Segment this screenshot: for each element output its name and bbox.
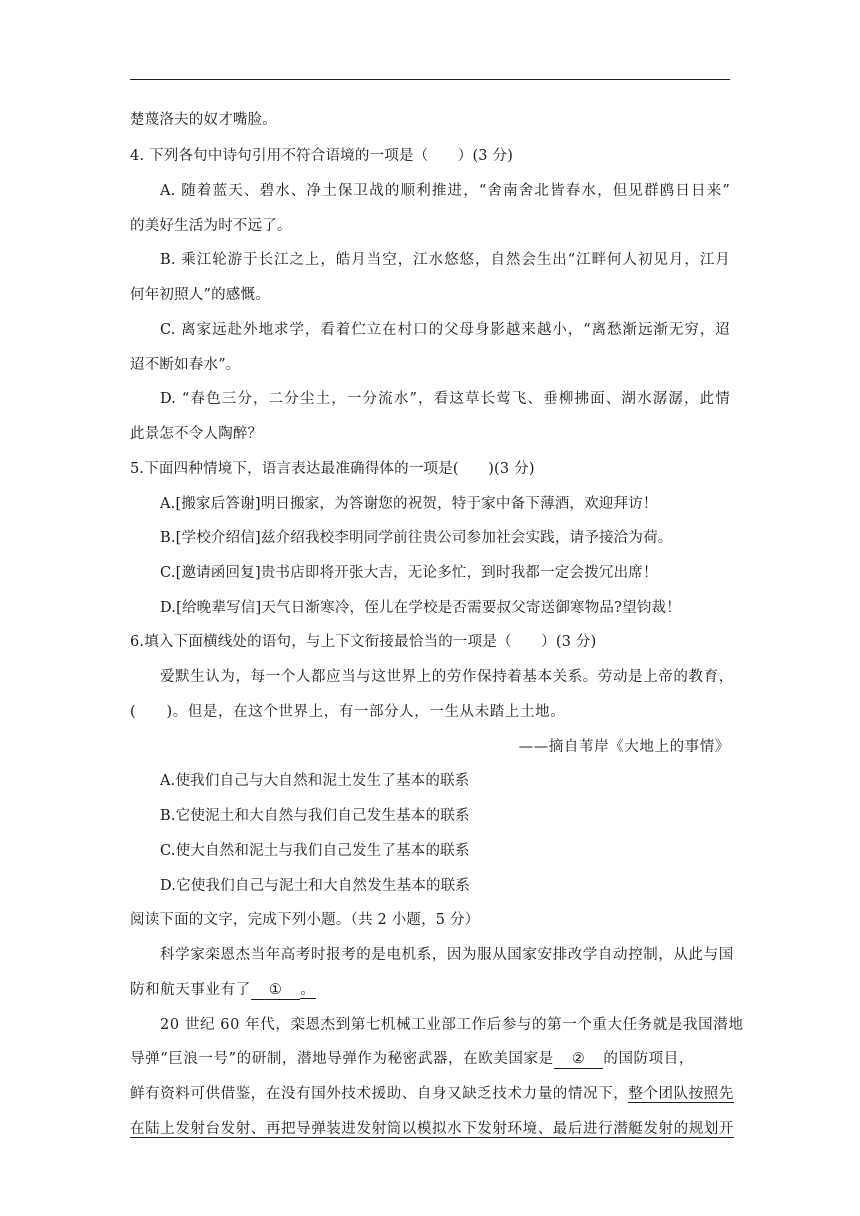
passage-text: 防和航天事业有了: [130, 982, 251, 998]
question-6-passage: 爱默生认为，每一个人都应当与这世界上的劳作保持着基本关系。劳动是上帝的教育，: [160, 669, 734, 685]
blank-2: ②: [554, 1050, 604, 1069]
reading-passage-line: [130, 1049, 730, 1069]
question-5-stem: 5.下面四种情境下，语言表达最准确得体的一项是( )(3 分): [130, 461, 535, 477]
blank-1: ①: [251, 981, 301, 1000]
reading-passage-line: 科学家栾恩杰当年高考时报考的是电机系，因为服从国家安排改学自动控制，从此与国: [160, 947, 734, 963]
underlined-sentence: 整个团队按照先: [628, 1086, 734, 1102]
question-4-option-c: C. 离家远赴外地求学，看着伫立在村口的父母身影越来越小，“离愁渐远渐无穷，迢: [160, 322, 730, 338]
question-4-option-c-cont: 迢不断如春水”。: [130, 357, 241, 373]
passage-text: 。: [300, 982, 316, 998]
reading-passage-line: [130, 1084, 734, 1104]
question-5-option-c: C.[邀请函回复]贵书店即将开张大吉，无论多忙，到时我都一定会拨冗出席！: [160, 565, 658, 581]
reading-passage-line: [130, 980, 730, 1000]
question-4-option-d: D. “春色三分，二分尘土，一分流水”，看这草长莺飞、垂柳拂面、湖水潺潺，此情: [160, 391, 730, 407]
passage-text: 鲜有资料可供借鉴，在没有国外技术援助、自身又缺乏技术力量的情况下，: [130, 1086, 629, 1102]
question-4-option-a: A. 随着蓝天、碧水、净土保卫战的顺利推进，“舍南舍北皆春水，但见群鸥日日来”: [160, 183, 730, 199]
question-5-option-a: A.[搬家后答谢]明日搬家，为答谢您的祝贺，特于家中备下薄酒，欢迎拜访！: [160, 496, 658, 512]
question-4-option-b-cont: 何年初照人”的感慨。: [130, 287, 270, 303]
question-4-option-b: B. 乘江轮游于长江之上，皓月当空，江水悠悠，自然会生出“江畔何人初见月，江月: [160, 252, 730, 268]
header-rule: [130, 79, 730, 80]
question-4-option-d-cont: 此景怎不令人陶醉？: [130, 426, 263, 442]
text-line: 楚蔑洛夫的奴才嘴脸。: [130, 112, 277, 128]
question-6-passage-cont: ( )。但是，在这个世界上，有一部分人，一生从未踏上土地。: [130, 704, 566, 720]
passage-text: 导弹“巨浪一号”的研制，潜地导弹作为秘密武器，在欧美国家是: [130, 1051, 554, 1067]
underlined-sentence: 在陆上发射台发射、再把导弹装进发射筒以模拟水下发射环境、最后进行潜艇发射的规划开: [130, 1121, 734, 1137]
reading-passage-line: 20 世纪 60 年代，栾恩杰到第七机械工业部工作后参与的第一个重大任务就是我国潜地: [160, 1017, 744, 1033]
question-4-stem: 4. 下列各句中诗句引用不符合语境的一项是（ ）(3 分): [130, 148, 514, 164]
reading-instructions: 阅读下面的文字，完成下列小题。（共 2 小题，5 分）: [130, 912, 480, 928]
question-6-option-a: A.使我们自己与大自然和泥土发生了基本的联系: [160, 773, 470, 789]
reading-passage-line: [130, 1119, 734, 1139]
question-6-stem: 6.填入下面横线处的语句，与上下文衔接最恰当的一项是（ ）(3 分): [130, 634, 597, 650]
question-5-option-d: D.[给晚辈写信]天气日渐寒冷，侄儿在学校是否需要叔父寄送御寒物品?望钧裁！: [160, 600, 681, 616]
question-4-option-a-cont: 的美好生活为时不远了。: [130, 218, 292, 234]
question-6-option-b: B.它使泥土和大自然与我们自己发生基本的联系: [160, 808, 470, 824]
question-5-option-b: B.[学校介绍信]兹介绍我校李明同学前往贵公司参加社会实践，请予接洽为荷。: [160, 530, 673, 546]
question-6-source: ——摘自苇岸《大地上的事情》: [518, 739, 730, 755]
question-6-option-c: C.使大自然和泥土与我们自己发生了基本的联系: [160, 843, 470, 859]
passage-text: 的国防项目，: [603, 1051, 694, 1067]
question-6-option-d: D.它使我们自己与泥土和大自然发生基本的联系: [160, 878, 471, 894]
